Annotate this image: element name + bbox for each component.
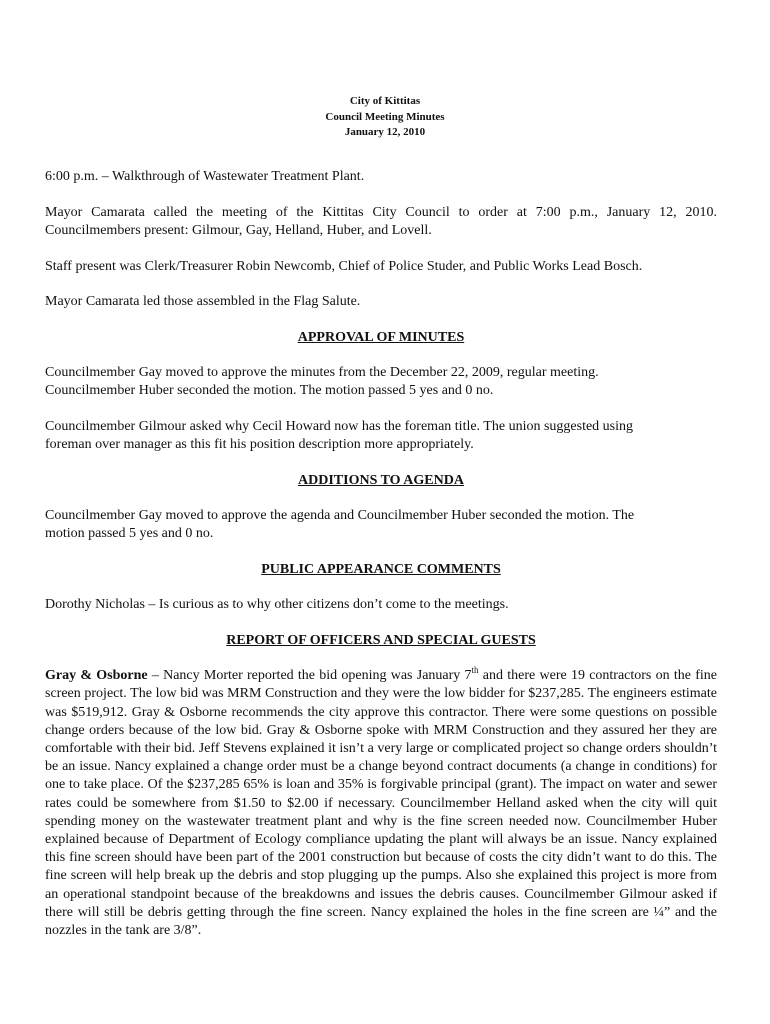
walkthrough-paragraph: 6:00 p.m. – Walkthrough of Wastewater Treatment Plant. — [45, 169, 365, 184]
public-appearance-heading: PUBLIC APPEARANCE COMMENTS — [261, 562, 501, 578]
report-speaker: Gray & Osborne — [45, 668, 148, 684]
minutes-motion-line-1: Councilmember Gay moved to approve the minutes from the December 22, 2009, regular meeting. — [45, 365, 599, 381]
meeting-date: January 12, 2010 — [344, 126, 426, 138]
foreman-title-paragraph — [45, 418, 717, 454]
report-text-after-sup: and there were 19 contractors on the fine screen project. The low bid was MRM Construction and they were the low bidder for $237,285. The engineers estimate was $519,912. Gray & Osborne recommends the city approve this contractor. There were some questions on possible change orders because of the low bid. Gray & Osborne spoke with MRM Construction and they assured her they are comfortable with their bid. Jeff Stevens explained it isn’t a very large or complicated project so change orders shouldn’t be an issue. Nancy explained a change order must be a change beyond contract documents (a change in conditions) for one to take place. Of the $237,285 65% is loan and 35% is forgivable principal (grant). The impact on water and sewer rates could be somewhere from $1.50 to $2.00 if necessary. Councilmember Helland asked when the city will quit spending money on the wastewater treatment plant and why is the fine screen needed now. Councilmember Huber explained because of Department of Ecology compliance updating the plant will always be an issue. Nancy explained this fine screen should have been part of the 2001 construction but because of costs the city didn’t want to do this. The fine screen will help break up the debris and stop plugging up the pumps. Also she explained this project is more from an operational standpoint because of the breakdowns and issues the debris causes. Councilmember Gilmour asked if there will still be debris getting through the fine screen. Nancy explained the holes in the fine screen are ¼” and the nozzles in the tank are 3/8”. — [45, 668, 717, 939]
minutes-motion-line-2: Councilmember Huber seconded the motion. The motion passed 5 yes and 0 no. — [45, 383, 494, 399]
flag-salute-paragraph: Mayor Camarata led those assembled in the Flag Salute. — [45, 294, 361, 310]
minutes-motion-paragraph — [45, 364, 717, 400]
gray-osborne-report-paragraph — [45, 667, 717, 940]
agenda-motion-line-1: Councilmember Gay moved to approve the agenda and Councilmember Huber seconded the motion. The — [45, 508, 635, 524]
additions-to-agenda-heading: ADDITIONS TO AGENDA — [298, 473, 464, 489]
document-body — [45, 168, 717, 958]
call-to-order-paragraph: Mayor Camarata called the meeting of the Kittitas City Council to order at 7:00 p.m., January 12, 2010. Councilmembers present: Gilmour, Gay, Helland, Huber, and Lovell. — [45, 204, 717, 238]
approval-of-minutes-heading: APPROVAL OF MINUTES — [297, 330, 465, 346]
document-title: Council Meeting Minutes — [325, 110, 445, 123]
report-text-before-sup: – Nancy Morter reported the bid opening was January 7 — [147, 668, 472, 684]
document-header — [0, 94, 770, 141]
city-name: City of Kittitas — [349, 95, 421, 107]
agenda-motion-line-2: motion passed 5 yes and 0 no. — [45, 526, 214, 542]
public-comment-paragraph: Dorothy Nicholas – Is curious as to why other citizens don’t come to the meetings. — [45, 597, 509, 613]
foreman-line-1: Councilmember Gilmour asked why Cecil Howard now has the foreman title. The union suggested using — [45, 419, 634, 435]
agenda-motion-paragraph — [45, 507, 717, 543]
date-ordinal-suffix: th — [471, 665, 479, 676]
report-of-officers-heading: REPORT OF OFFICERS AND SPECIAL GUESTS — [226, 633, 536, 649]
staff-present-paragraph: Staff present was Clerk/Treasurer Robin Newcomb, Chief of Police Studer, and Public Works Lead Bosch. — [45, 258, 643, 274]
foreman-line-2: foreman over manager as this fit his position description more appropriately. — [45, 437, 474, 453]
